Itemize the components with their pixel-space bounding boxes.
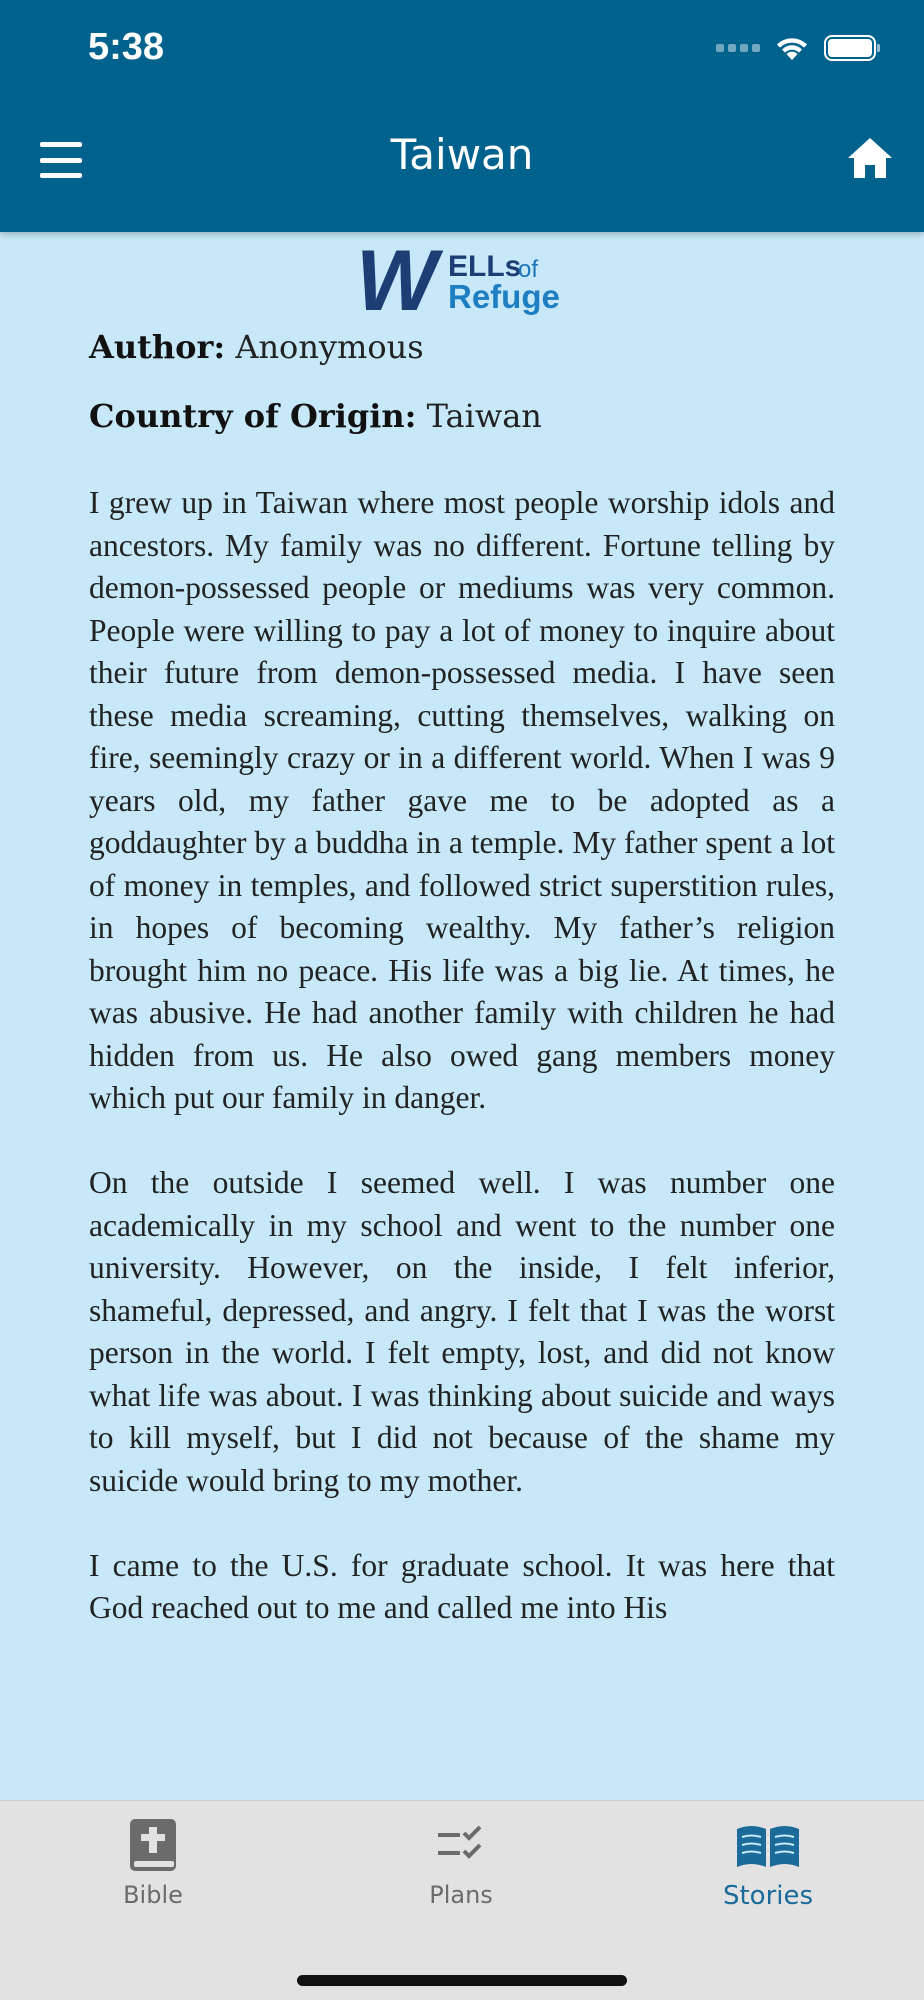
plans-checklist-icon (436, 1817, 486, 1873)
author-label: Author: (89, 328, 226, 366)
country-label: Country of Origin: (89, 397, 417, 435)
author-value: Anonymous (235, 328, 424, 366)
story-paragraph: I came to the U.S. for graduate school. It was here that God reached out to me and called me into His (89, 1547, 835, 1625)
wifi-icon (774, 34, 810, 62)
tab-plans-label: Plans (429, 1881, 493, 1909)
story-paragraph: On the outside I seemed well. I was number one academically in my school and went to the number one university. However, on the inside, I felt inferior, shameful, depressed, and angry. I felt that I was the worst person in the world. I felt empty, lost, and did not know what life was about. I was thinking about suicide and ways to kill myself, but I did not because of the shame my suicide would bring to my mother. (89, 1165, 835, 1498)
bottom-tab-bar (0, 1800, 924, 2000)
status-icons (716, 34, 876, 62)
country-value: Taiwan (426, 397, 542, 435)
home-icon[interactable] (846, 134, 894, 182)
story-content[interactable] (0, 232, 924, 1800)
nav-header (0, 0, 924, 232)
tab-stories-label: Stories (722, 1881, 814, 1911)
page-title: Taiwan (390, 130, 534, 179)
story-paragraph: I grew up in Taiwan where most people worship idols and ancestors. My family was no different. Fortune telling by demon-possessed people or mediums was very common. People were willing to pay a lot of money to inquire about their future from demon-possessed media. I have seen these media screaming, cutting themselves, walking on fire, seemingly crazy or in a different world. When I was 9 years old, my father gave me to be adopted as a goddaughter by a buddha in a temple. My father spent a lot of money in temples, and followed strict superstition rules, in hopes of becoming wealthy. My father’s religion brought him no peace. His life was a big lie. At times, he was abusive. He had another family with children he had hidden from us. He also owed gang members money which put our family in danger. (89, 485, 835, 1115)
tab-bible-label: Bible (123, 1881, 183, 1909)
cellular-signal-icon (716, 44, 760, 52)
wells-of-refuge-logo: W ELLs of Refuge (356, 233, 560, 329)
open-book-icon (733, 1817, 803, 1873)
tab-plans[interactable] (361, 1811, 561, 1921)
country-line (89, 397, 839, 435)
status-time: 5:38 (88, 26, 165, 68)
story-body (89, 482, 835, 1672)
author-line (89, 328, 839, 366)
bible-icon (128, 1817, 178, 1873)
tab-bible[interactable] (53, 1811, 253, 1921)
battery-icon (824, 35, 876, 61)
tab-stories[interactable] (668, 1811, 868, 1921)
home-indicator[interactable] (297, 1975, 627, 1986)
